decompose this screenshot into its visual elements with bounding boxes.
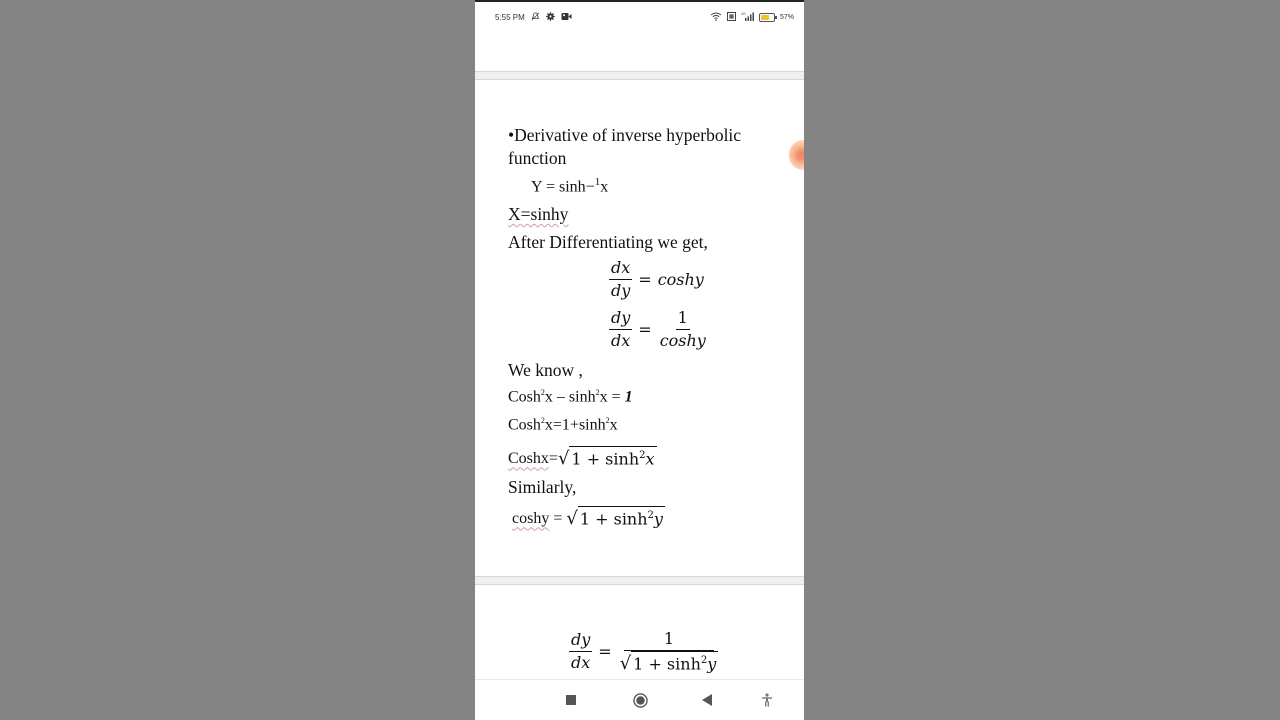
page-separator (475, 576, 804, 585)
fraction-dy-dx: $\frac{dy}{dx}$ (571, 630, 591, 673)
video-record-icon (561, 12, 572, 23)
circle-icon (633, 693, 648, 708)
signal-icon (741, 12, 754, 23)
phone-screen (475, 0, 804, 720)
navigation-bar (475, 679, 804, 720)
fraction-dy-dx: $\frac{dy}{dx}$ (611, 308, 631, 350)
after-differentiating-text: After Differentiating we get, (508, 232, 708, 252)
sqrt-expression: √ $1 + \sinh^2x$ (558, 446, 657, 468)
square-icon (566, 695, 576, 705)
triangle-back-icon (702, 694, 712, 706)
equation-dx-dy: $\frac{dx}{dy}$ = coshy (611, 258, 704, 300)
accessibility-button[interactable] (759, 692, 775, 708)
similarly-text: Similarly, (508, 477, 577, 497)
identity-cosh-squared: $Cosh^2x=1+\sinh^2x$ (508, 416, 618, 434)
identity-cosh-sinh: Cosh$^2$x – $\sinh^2x = 1$ (508, 388, 633, 406)
clock: 5:55 PM (495, 13, 525, 22)
equation-x-sinhy: X=sinhy (508, 204, 569, 224)
wifi-icon (710, 12, 722, 23)
fraction-one-over-coshy: $\frac{1}{\cosh y}$ (659, 308, 706, 350)
battery-percent: 57% (779, 14, 794, 21)
gear-icon (546, 12, 555, 23)
nfc-icon (727, 12, 736, 23)
floating-record-button[interactable] (789, 140, 804, 170)
back-button[interactable] (699, 692, 715, 708)
page-separator (475, 71, 804, 80)
status-bar (475, 4, 804, 30)
equation-y-sinh-inverse: Y = sinh−$^1$x (531, 176, 609, 196)
screen-edge (475, 0, 804, 2)
equation-coshy-sqrt: coshy = √ $1 + \sinh^2y$ (512, 506, 665, 528)
equation-dy-dx: $\frac{dy}{dx}$ = $\frac{1}{\cosh y}$ (611, 308, 706, 350)
battery-icon (759, 13, 775, 22)
heading-continued: function (508, 148, 567, 168)
recents-button[interactable] (563, 692, 579, 708)
equation-final-dy-dx: $\frac{dy}{dx}$ = 1 √ $1 + \sinh^2y$ (569, 628, 720, 675)
accessibility-icon (761, 693, 773, 707)
heading-line: •Derivative of inverse hyperbolic (508, 125, 742, 145)
fraction-dx-dy: $\frac{dx}{dy}$ (611, 258, 631, 300)
bell-off-icon (531, 12, 540, 23)
home-button[interactable] (632, 692, 648, 708)
equation-coshx-sqrt: Coshx = √ $1 + \sinh^2x$ (508, 446, 657, 468)
svg-text:4G: 4G (740, 12, 746, 16)
fraction-one-over-sqrt: 1 √ $1 + \sinh^2y$ (619, 629, 717, 675)
we-know-text: We know , (508, 360, 583, 380)
sqrt-expression: √ $1 + \sinh^2y$ (566, 506, 665, 528)
